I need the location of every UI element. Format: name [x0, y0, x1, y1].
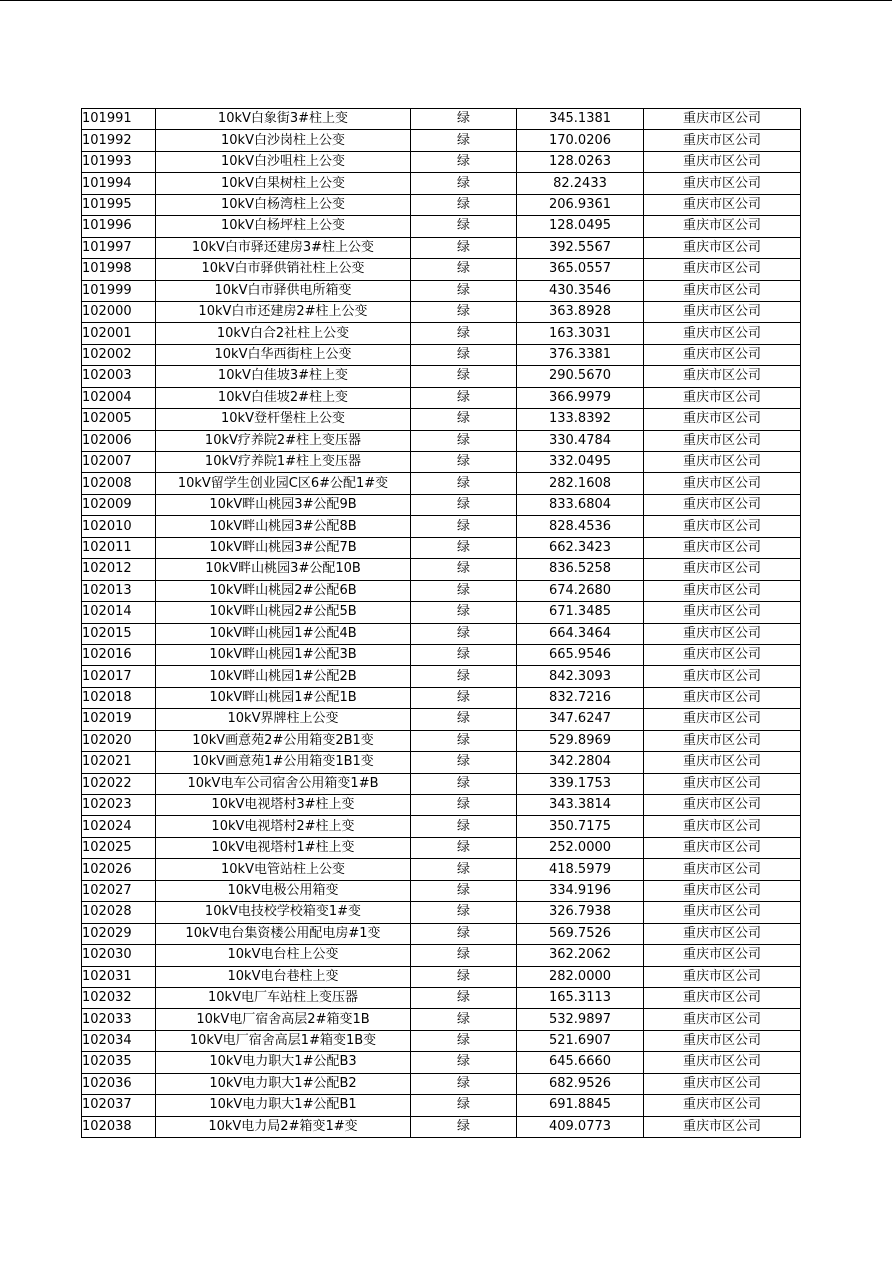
table-row: [82, 923, 801, 944]
value-cell: 671.3485: [517, 602, 644, 623]
value-cell: 165.3113: [517, 987, 644, 1008]
transformer-name-cell: 10kV白杨坪柱上公变: [156, 216, 411, 237]
value-cell: 662.3423: [517, 537, 644, 558]
status-cell: 绿: [411, 473, 517, 494]
company-cell: 重庆市区公司: [644, 773, 801, 794]
transformer-name-cell: 10kV电视塔村3#柱上变: [156, 795, 411, 816]
transformer-name-cell: 10kV电极公用箱变: [156, 880, 411, 901]
company-cell: 重庆市区公司: [644, 966, 801, 987]
row-id-cell: 102035: [82, 1052, 156, 1073]
status-cell: 绿: [411, 666, 517, 687]
company-cell: 重庆市区公司: [644, 494, 801, 515]
status-cell: 绿: [411, 216, 517, 237]
company-cell: 重庆市区公司: [644, 687, 801, 708]
value-cell: 252.0000: [517, 837, 644, 858]
status-cell: 绿: [411, 966, 517, 987]
status-cell: 绿: [411, 1009, 517, 1030]
transformer-name-cell: 10kV畔山桃园1#公配2B: [156, 666, 411, 687]
table-row: [82, 516, 801, 537]
status-cell: 绿: [411, 902, 517, 923]
transformer-name-cell: 10kV白市驿供销社柱上公变: [156, 259, 411, 280]
status-cell: 绿: [411, 987, 517, 1008]
company-cell: 重庆市区公司: [644, 837, 801, 858]
row-id-cell: 102014: [82, 602, 156, 623]
status-cell: 绿: [411, 773, 517, 794]
value-cell: 163.3031: [517, 323, 644, 344]
table-row: [82, 237, 801, 258]
company-cell: 重庆市区公司: [644, 559, 801, 580]
row-id-cell: 102002: [82, 344, 156, 365]
table-row: [82, 709, 801, 730]
table-row: [82, 730, 801, 751]
value-cell: 529.8969: [517, 730, 644, 751]
table-row: [82, 1073, 801, 1094]
company-cell: 重庆市区公司: [644, 344, 801, 365]
value-cell: 674.2680: [517, 580, 644, 601]
transformer-name-cell: 10kV白沙岗柱上公变: [156, 130, 411, 151]
transformer-name-cell: 10kV电力职大1#公配B3: [156, 1052, 411, 1073]
company-cell: 重庆市区公司: [644, 130, 801, 151]
transformer-name-cell: 10kV畔山桃园3#公配8B: [156, 516, 411, 537]
company-cell: 重庆市区公司: [644, 430, 801, 451]
status-cell: 绿: [411, 837, 517, 858]
table-row: [82, 1009, 801, 1030]
table-row: [82, 623, 801, 644]
value-cell: 206.9361: [517, 194, 644, 215]
company-cell: 重庆市区公司: [644, 602, 801, 623]
table-row: [82, 966, 801, 987]
value-cell: 326.7938: [517, 902, 644, 923]
transformer-name-cell: 10kV疗养院2#柱上变压器: [156, 430, 411, 451]
value-cell: 366.9979: [517, 387, 644, 408]
status-cell: 绿: [411, 1116, 517, 1137]
table-row: [82, 323, 801, 344]
table-row: [82, 537, 801, 558]
status-cell: 绿: [411, 623, 517, 644]
row-id-cell: 102012: [82, 559, 156, 580]
value-cell: 569.7526: [517, 923, 644, 944]
value-cell: 282.1608: [517, 473, 644, 494]
table-row: [82, 430, 801, 451]
status-cell: 绿: [411, 1073, 517, 1094]
table-row: [82, 816, 801, 837]
table-row: [82, 687, 801, 708]
row-id-cell: 102025: [82, 837, 156, 858]
row-id-cell: 102015: [82, 623, 156, 644]
table-row: [82, 559, 801, 580]
row-id-cell: 101996: [82, 216, 156, 237]
row-id-cell: 102016: [82, 644, 156, 665]
value-cell: 833.6804: [517, 494, 644, 515]
table-body: [82, 109, 801, 1138]
row-id-cell: 102021: [82, 752, 156, 773]
company-cell: 重庆市区公司: [644, 1116, 801, 1137]
row-id-cell: 102011: [82, 537, 156, 558]
status-cell: 绿: [411, 344, 517, 365]
transformer-name-cell: 10kV画意苑1#公用箱变1B1变: [156, 752, 411, 773]
row-id-cell: 102038: [82, 1116, 156, 1137]
company-cell: 重庆市区公司: [644, 173, 801, 194]
status-cell: 绿: [411, 366, 517, 387]
company-cell: 重庆市区公司: [644, 473, 801, 494]
company-cell: 重庆市区公司: [644, 902, 801, 923]
table-row: [82, 494, 801, 515]
row-id-cell: 101991: [82, 109, 156, 130]
status-cell: 绿: [411, 730, 517, 751]
row-id-cell: 101993: [82, 151, 156, 172]
value-cell: 430.3546: [517, 280, 644, 301]
value-cell: 350.7175: [517, 816, 644, 837]
value-cell: 332.0495: [517, 452, 644, 473]
row-id-cell: 102005: [82, 409, 156, 430]
status-cell: 绿: [411, 387, 517, 408]
status-cell: 绿: [411, 151, 517, 172]
value-cell: 664.3464: [517, 623, 644, 644]
table-row: [82, 216, 801, 237]
transformer-name-cell: 10kV畔山桃园1#公配3B: [156, 644, 411, 665]
row-id-cell: 102013: [82, 580, 156, 601]
row-id-cell: 102028: [82, 902, 156, 923]
status-cell: 绿: [411, 452, 517, 473]
row-id-cell: 102003: [82, 366, 156, 387]
transformer-name-cell: 10kV电厂宿舍高层2#箱变1B: [156, 1009, 411, 1030]
row-id-cell: 101998: [82, 259, 156, 280]
value-cell: 376.3381: [517, 344, 644, 365]
row-id-cell: 101997: [82, 237, 156, 258]
transformer-name-cell: 10kV白杨湾柱上公变: [156, 194, 411, 215]
transformer-name-cell: 10kV电厂宿舍高层1#箱变1B变: [156, 1030, 411, 1051]
company-cell: 重庆市区公司: [644, 323, 801, 344]
transformer-name-cell: 10kV电台巷柱上变: [156, 966, 411, 987]
company-cell: 重庆市区公司: [644, 516, 801, 537]
status-cell: 绿: [411, 580, 517, 601]
row-id-cell: 102036: [82, 1073, 156, 1094]
company-cell: 重庆市区公司: [644, 580, 801, 601]
transformer-name-cell: 10kV白市驿供电所箱变: [156, 280, 411, 301]
company-cell: 重庆市区公司: [644, 259, 801, 280]
transformer-name-cell: 10kV白果树柱上公变: [156, 173, 411, 194]
company-cell: 重庆市区公司: [644, 987, 801, 1008]
row-id-cell: 102020: [82, 730, 156, 751]
value-cell: 339.1753: [517, 773, 644, 794]
table-row: [82, 945, 801, 966]
status-cell: 绿: [411, 559, 517, 580]
transformer-name-cell: 10kV畔山桃园1#公配4B: [156, 623, 411, 644]
table-row: [82, 259, 801, 280]
row-id-cell: 101994: [82, 173, 156, 194]
table-row: [82, 387, 801, 408]
status-cell: 绿: [411, 323, 517, 344]
transformer-name-cell: 10kV电力职大1#公配B1: [156, 1095, 411, 1116]
value-cell: 392.5567: [517, 237, 644, 258]
table-row: [82, 409, 801, 430]
company-cell: 重庆市区公司: [644, 366, 801, 387]
status-cell: 绿: [411, 602, 517, 623]
transformer-table: [81, 108, 801, 1138]
value-cell: 128.0263: [517, 151, 644, 172]
status-cell: 绿: [411, 280, 517, 301]
table-row: [82, 452, 801, 473]
table-row: [82, 1116, 801, 1137]
table-row: [82, 344, 801, 365]
company-cell: 重庆市区公司: [644, 280, 801, 301]
transformer-name-cell: 10kV电视塔村2#柱上变: [156, 816, 411, 837]
transformer-name-cell: 10kV畔山桃园1#公配1B: [156, 687, 411, 708]
company-cell: 重庆市区公司: [644, 709, 801, 730]
transformer-name-cell: 10kV白佳坡2#柱上变: [156, 387, 411, 408]
value-cell: 334.9196: [517, 880, 644, 901]
table-row: [82, 580, 801, 601]
transformer-name-cell: 10kV电车公司宿舍公用箱变1#B: [156, 773, 411, 794]
transformer-name-cell: 10kV电台集资楼公用配电房#1变: [156, 923, 411, 944]
row-id-cell: 102001: [82, 323, 156, 344]
value-cell: 363.8928: [517, 301, 644, 322]
status-cell: 绿: [411, 1052, 517, 1073]
table-row: [82, 602, 801, 623]
row-id-cell: 102037: [82, 1095, 156, 1116]
company-cell: 重庆市区公司: [644, 859, 801, 880]
company-cell: 重庆市区公司: [644, 194, 801, 215]
table-row: [82, 773, 801, 794]
table-row: [82, 837, 801, 858]
company-cell: 重庆市区公司: [644, 1030, 801, 1051]
company-cell: 重庆市区公司: [644, 301, 801, 322]
status-cell: 绿: [411, 709, 517, 730]
transformer-name-cell: 10kV白象街3#柱上变: [156, 109, 411, 130]
value-cell: 82.2433: [517, 173, 644, 194]
status-cell: 绿: [411, 409, 517, 430]
value-cell: 832.7216: [517, 687, 644, 708]
status-cell: 绿: [411, 644, 517, 665]
transformer-name-cell: 10kV白佳坡3#柱上变: [156, 366, 411, 387]
company-cell: 重庆市区公司: [644, 537, 801, 558]
company-cell: 重庆市区公司: [644, 1052, 801, 1073]
table-row: [82, 301, 801, 322]
transformer-name-cell: 10kV白沙咀柱上公变: [156, 151, 411, 172]
transformer-name-cell: 10kV画意苑2#公用箱变2B1变: [156, 730, 411, 751]
table-row: [82, 1095, 801, 1116]
status-cell: 绿: [411, 494, 517, 515]
status-cell: 绿: [411, 301, 517, 322]
value-cell: 842.3093: [517, 666, 644, 687]
table-row: [82, 151, 801, 172]
company-cell: 重庆市区公司: [644, 1095, 801, 1116]
row-id-cell: 102030: [82, 945, 156, 966]
company-cell: 重庆市区公司: [644, 880, 801, 901]
row-id-cell: 102018: [82, 687, 156, 708]
transformer-name-cell: 10kV电力职大1#公配B2: [156, 1073, 411, 1094]
value-cell: 691.8845: [517, 1095, 644, 1116]
row-id-cell: 102017: [82, 666, 156, 687]
status-cell: 绿: [411, 687, 517, 708]
row-id-cell: 102022: [82, 773, 156, 794]
table-row: [82, 130, 801, 151]
table-row: [82, 859, 801, 880]
status-cell: 绿: [411, 816, 517, 837]
status-cell: 绿: [411, 1095, 517, 1116]
status-cell: 绿: [411, 752, 517, 773]
company-cell: 重庆市区公司: [644, 795, 801, 816]
row-id-cell: 101995: [82, 194, 156, 215]
transformer-name-cell: 10kV疗养院1#柱上变压器: [156, 452, 411, 473]
company-cell: 重庆市区公司: [644, 816, 801, 837]
table-row: [82, 194, 801, 215]
company-cell: 重庆市区公司: [644, 1073, 801, 1094]
transformer-name-cell: 10kV留学生创业园C区6#公配1#变: [156, 473, 411, 494]
status-cell: 绿: [411, 537, 517, 558]
value-cell: 342.2804: [517, 752, 644, 773]
value-cell: 828.4536: [517, 516, 644, 537]
company-cell: 重庆市区公司: [644, 109, 801, 130]
value-cell: 347.6247: [517, 709, 644, 730]
table-row: [82, 1052, 801, 1073]
status-cell: 绿: [411, 194, 517, 215]
row-id-cell: 102032: [82, 987, 156, 1008]
row-id-cell: 102000: [82, 301, 156, 322]
transformer-name-cell: 10kV电厂车站柱上变压器: [156, 987, 411, 1008]
page-top-rule: [0, 0, 892, 1]
transformer-name-cell: 10kV登杆堡柱上公变: [156, 409, 411, 430]
transformer-name-cell: 10kV界牌柱上公变: [156, 709, 411, 730]
value-cell: 836.5258: [517, 559, 644, 580]
company-cell: 重庆市区公司: [644, 151, 801, 172]
row-id-cell: 102034: [82, 1030, 156, 1051]
value-cell: 365.0557: [517, 259, 644, 280]
transformer-name-cell: 10kV畔山桃园2#公配6B: [156, 580, 411, 601]
table-row: [82, 752, 801, 773]
status-cell: 绿: [411, 1030, 517, 1051]
company-cell: 重庆市区公司: [644, 452, 801, 473]
table-row: [82, 366, 801, 387]
company-cell: 重庆市区公司: [644, 216, 801, 237]
status-cell: 绿: [411, 795, 517, 816]
value-cell: 170.0206: [517, 130, 644, 151]
value-cell: 682.9526: [517, 1073, 644, 1094]
row-id-cell: 102024: [82, 816, 156, 837]
transformer-name-cell: 10kV畔山桃园3#公配7B: [156, 537, 411, 558]
value-cell: 362.2062: [517, 945, 644, 966]
row-id-cell: 102007: [82, 452, 156, 473]
value-cell: 290.5670: [517, 366, 644, 387]
row-id-cell: 102031: [82, 966, 156, 987]
status-cell: 绿: [411, 945, 517, 966]
transformer-name-cell: 10kV畔山桃园3#公配9B: [156, 494, 411, 515]
transformer-name-cell: 10kV电管站柱上公变: [156, 859, 411, 880]
table-row: [82, 644, 801, 665]
value-cell: 282.0000: [517, 966, 644, 987]
table-row: [82, 880, 801, 901]
transformer-name-cell: 10kV畔山桃园2#公配5B: [156, 602, 411, 623]
transformer-name-cell: 10kV白合2社柱上公变: [156, 323, 411, 344]
company-cell: 重庆市区公司: [644, 666, 801, 687]
company-cell: 重庆市区公司: [644, 730, 801, 751]
value-cell: 345.1381: [517, 109, 644, 130]
company-cell: 重庆市区公司: [644, 409, 801, 430]
table-row: [82, 280, 801, 301]
transformer-name-cell: 10kV电视塔村1#柱上变: [156, 837, 411, 858]
transformer-name-cell: 10kV白市还建房2#柱上公变: [156, 301, 411, 322]
company-cell: 重庆市区公司: [644, 945, 801, 966]
row-id-cell: 102019: [82, 709, 156, 730]
value-cell: 128.0495: [517, 216, 644, 237]
value-cell: 330.4784: [517, 430, 644, 451]
transformer-name-cell: 10kV白华西街柱上公变: [156, 344, 411, 365]
row-id-cell: 102026: [82, 859, 156, 880]
status-cell: 绿: [411, 173, 517, 194]
company-cell: 重庆市区公司: [644, 644, 801, 665]
value-cell: 665.9546: [517, 644, 644, 665]
value-cell: 532.9897: [517, 1009, 644, 1030]
status-cell: 绿: [411, 859, 517, 880]
company-cell: 重庆市区公司: [644, 237, 801, 258]
table-row: [82, 987, 801, 1008]
status-cell: 绿: [411, 880, 517, 901]
row-id-cell: 102006: [82, 430, 156, 451]
table-row: [82, 795, 801, 816]
company-cell: 重庆市区公司: [644, 623, 801, 644]
row-id-cell: 102027: [82, 880, 156, 901]
table-row: [82, 1030, 801, 1051]
transformer-name-cell: 10kV电技校学校箱变1#变: [156, 902, 411, 923]
company-cell: 重庆市区公司: [644, 752, 801, 773]
table-row: [82, 109, 801, 130]
value-cell: 418.5979: [517, 859, 644, 880]
transformer-name-cell: 10kV电力局2#箱变1#变: [156, 1116, 411, 1137]
value-cell: 645.6660: [517, 1052, 644, 1073]
status-cell: 绿: [411, 430, 517, 451]
row-id-cell: 101992: [82, 130, 156, 151]
table-row: [82, 173, 801, 194]
row-id-cell: 102023: [82, 795, 156, 816]
value-cell: 343.3814: [517, 795, 644, 816]
company-cell: 重庆市区公司: [644, 923, 801, 944]
table-row: [82, 902, 801, 923]
row-id-cell: 101999: [82, 280, 156, 301]
transformer-name-cell: 10kV畔山桃园3#公配10B: [156, 559, 411, 580]
value-cell: 133.8392: [517, 409, 644, 430]
transformer-name-cell: 10kV白市驿还建房3#柱上公变: [156, 237, 411, 258]
company-cell: 重庆市区公司: [644, 387, 801, 408]
status-cell: 绿: [411, 237, 517, 258]
company-cell: 重庆市区公司: [644, 1009, 801, 1030]
status-cell: 绿: [411, 130, 517, 151]
status-cell: 绿: [411, 109, 517, 130]
status-cell: 绿: [411, 259, 517, 280]
status-cell: 绿: [411, 516, 517, 537]
value-cell: 521.6907: [517, 1030, 644, 1051]
row-id-cell: 102009: [82, 494, 156, 515]
row-id-cell: 102033: [82, 1009, 156, 1030]
row-id-cell: 102010: [82, 516, 156, 537]
status-cell: 绿: [411, 923, 517, 944]
transformer-name-cell: 10kV电台柱上公变: [156, 945, 411, 966]
table-row: [82, 473, 801, 494]
row-id-cell: 102008: [82, 473, 156, 494]
value-cell: 409.0773: [517, 1116, 644, 1137]
row-id-cell: 102004: [82, 387, 156, 408]
row-id-cell: 102029: [82, 923, 156, 944]
table-row: [82, 666, 801, 687]
